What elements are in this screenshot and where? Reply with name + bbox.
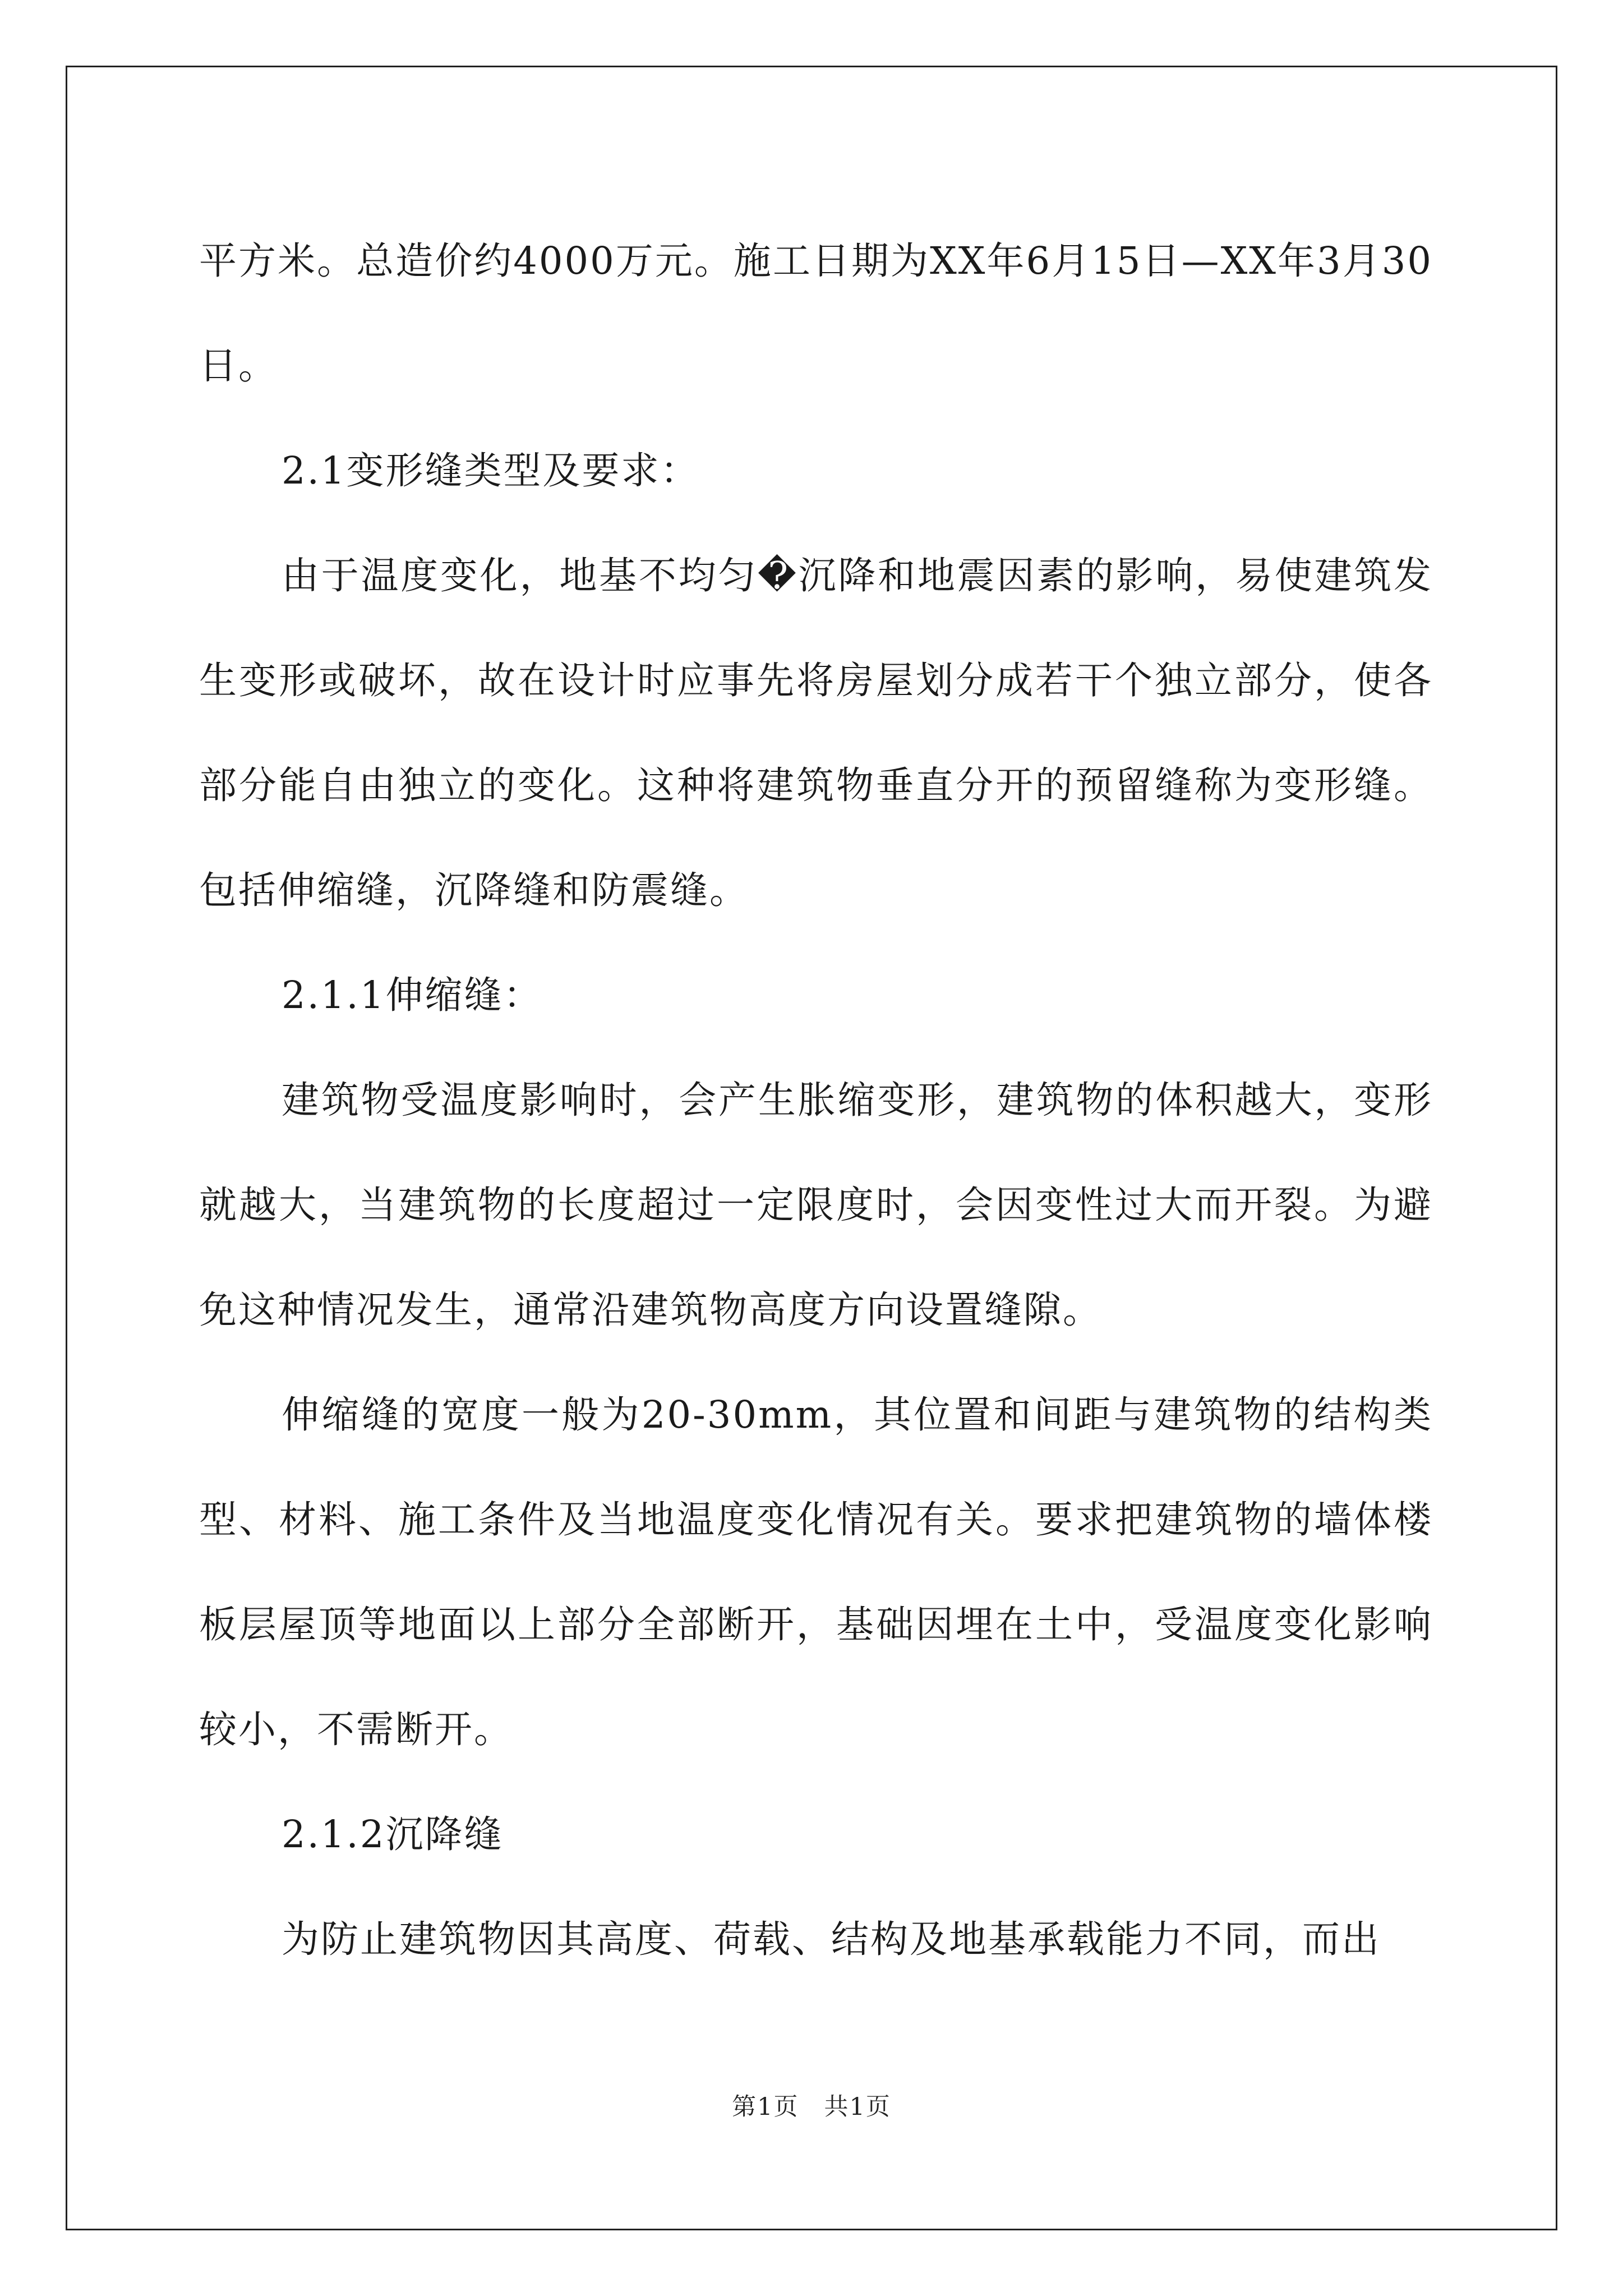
heading-2-1-2: 2.1.2沉降缝 <box>282 1812 504 1856</box>
heading-2-1-1: 2.1.1伸缩缝： <box>282 973 543 1017</box>
paragraph-expansion-joint: 建筑物受温度影响时，会产生胀缩变形，建筑物的体积越大，变形就越大，当建筑物的长度超过一定限度时，会因变性过大而开裂。为避免这种情况发生，通常沿建筑物高度方向设置缝隙。 <box>199 1078 1433 1332</box>
paragraph-expansion-joint-width: 伸缩缝的宽度一般为20-30mm，其位置和间距与建筑物的结构类型、材料、施工条件及当地温度变化情况有关。要求把建筑物的墙体楼板层屋顶等地面以上部分全部断开，基础因埋在土中，受温度变化影响较小，不需断开。 <box>199 1393 1433 1751</box>
paragraph-project-dates: 平方米。总造价约4000万元。施工日期为XX年6月15日—XX年3月30日。 <box>199 239 1433 388</box>
page-footer: 第1页 共1页 <box>732 2093 891 2121</box>
paragraph-settlement-joint: 为防止建筑物因其高度、荷载、结构及地基承载能力不同，而出 <box>282 1917 1381 1961</box>
paragraph-deformation-joint: 由于温度变化，地基不均匀�沉降和地震因素的影响，易使建筑发生变形或破坏，故在设计时应事先将房屋划分成若干个独立部分，使各部分能自由独立的变化。这种将建筑物垂直分开的预留缝称为变形缝。包括伸缩缝，沉降缝和防震缝。 <box>199 554 1433 912</box>
document-body <box>199 209 1433 1992</box>
heading-2-1: 2.1变形缝类型及要求： <box>282 449 700 493</box>
